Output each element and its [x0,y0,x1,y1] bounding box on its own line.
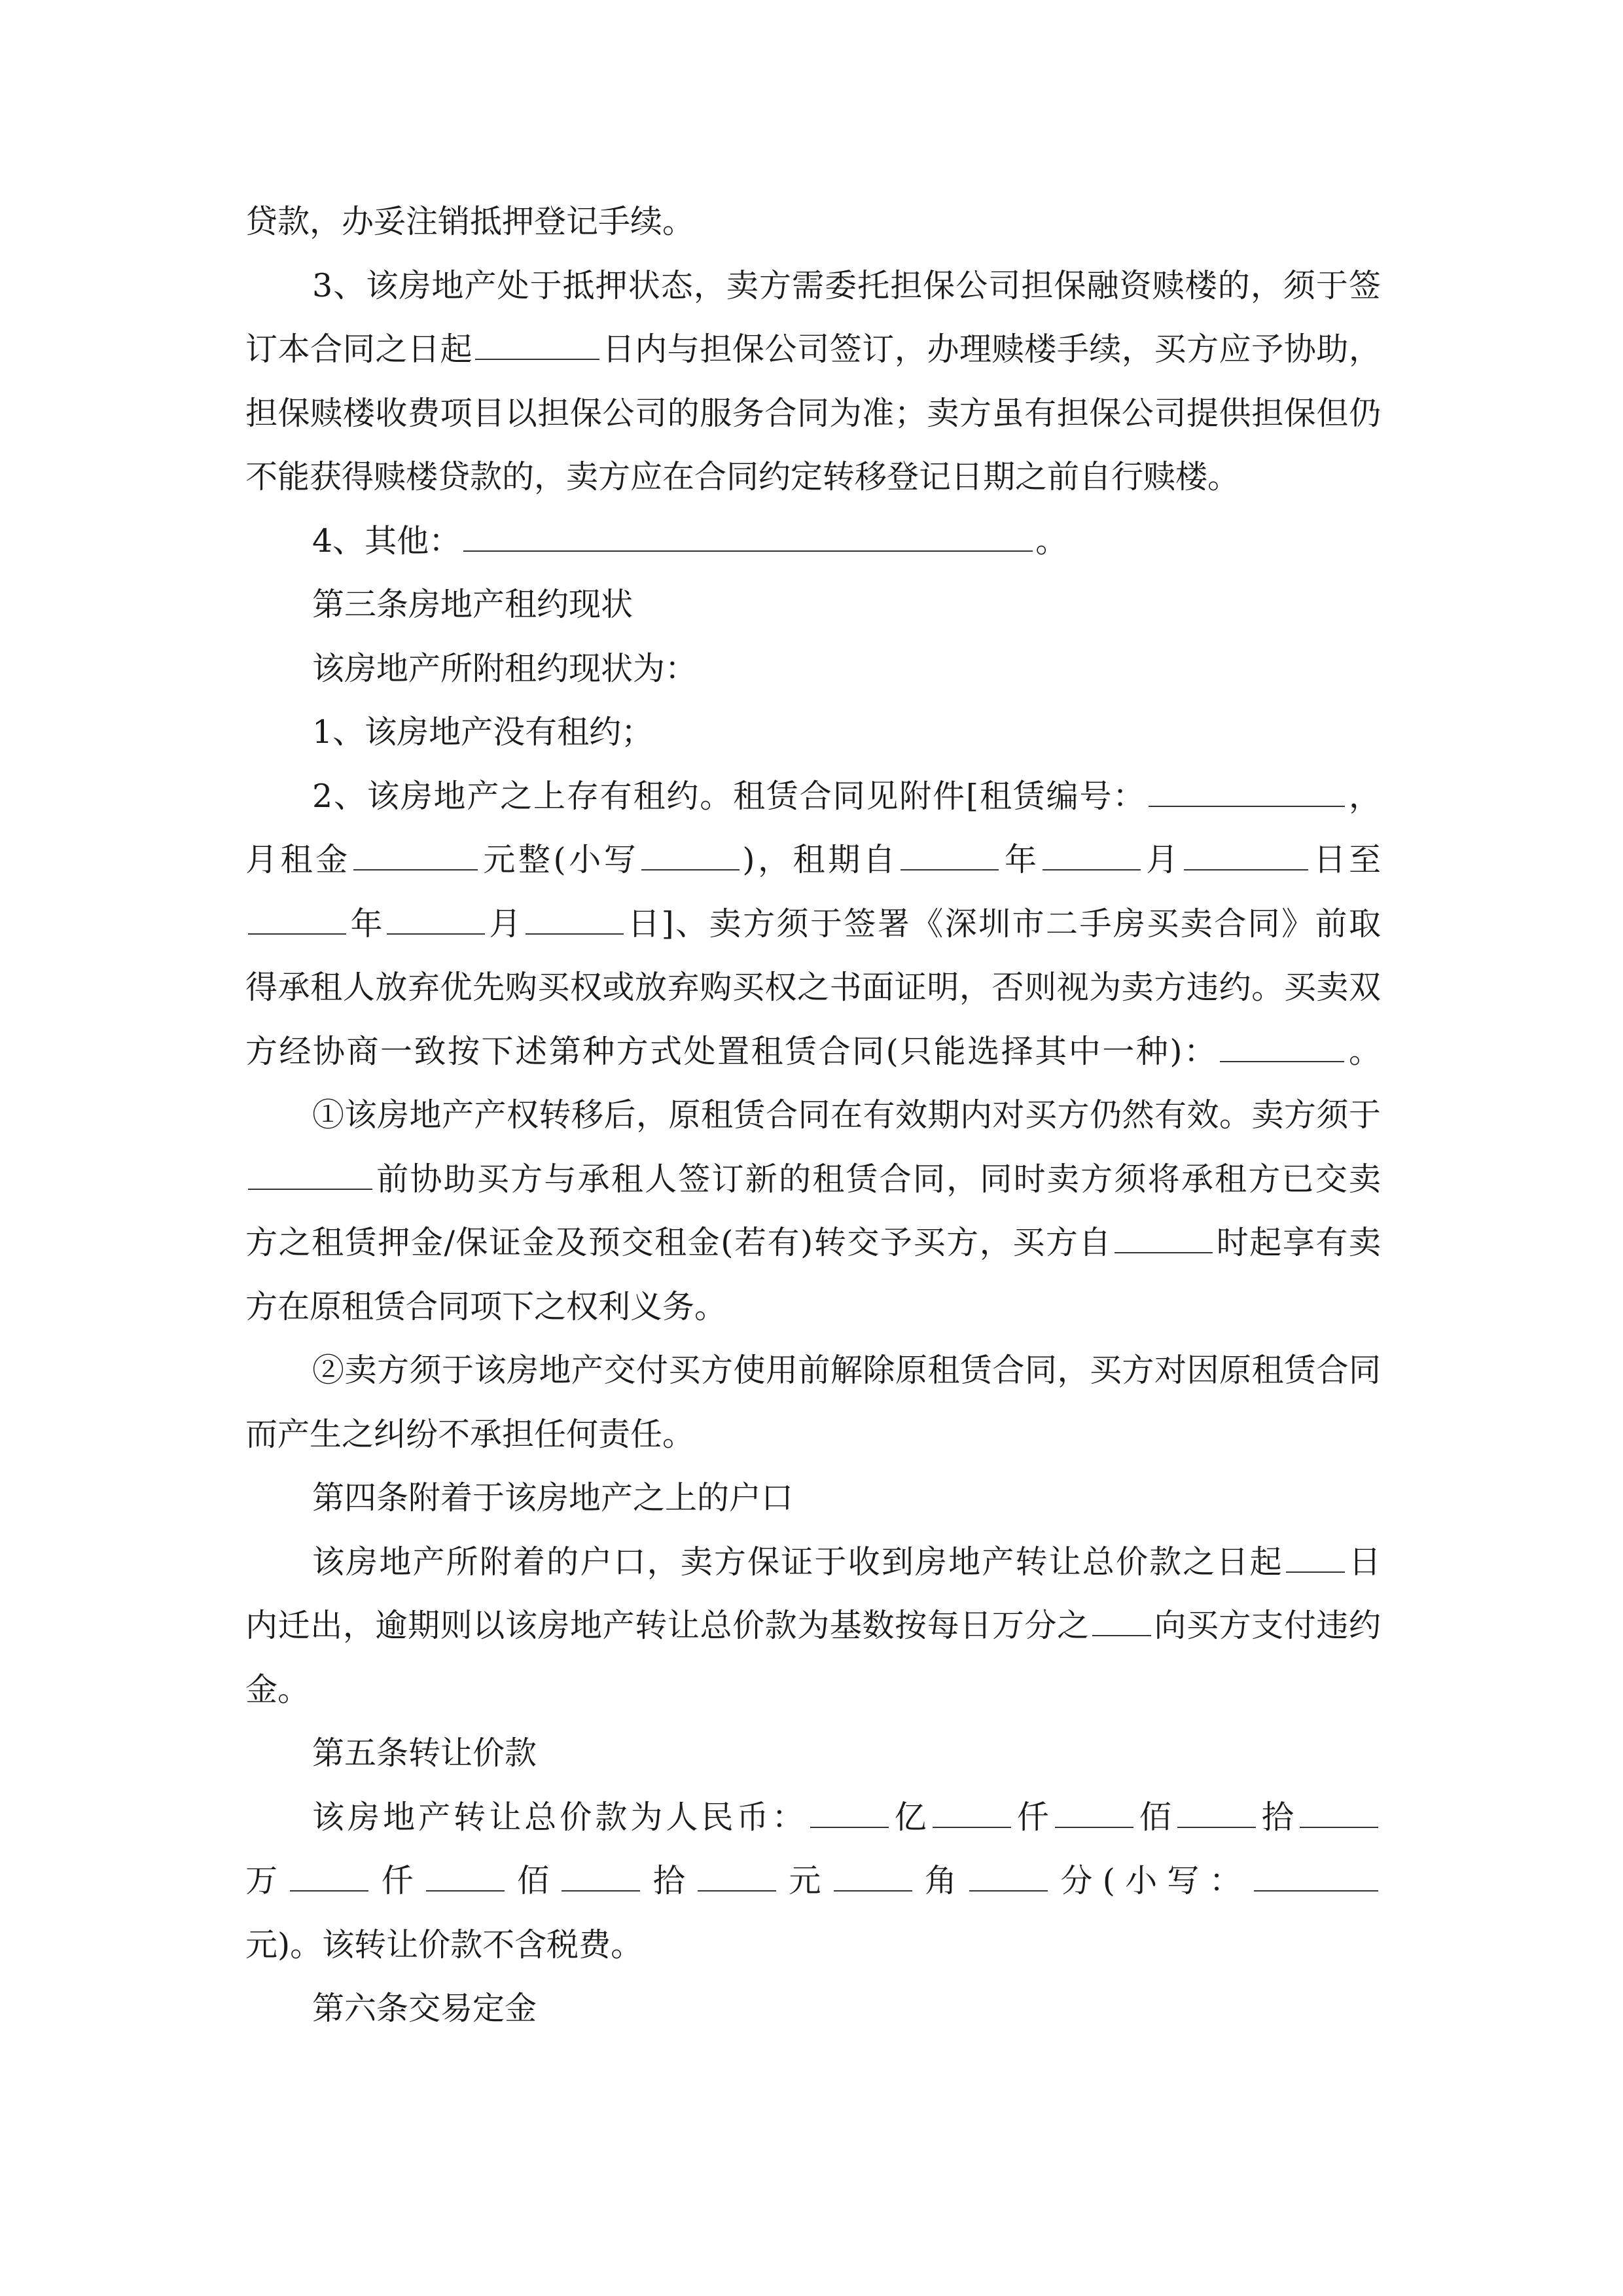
text-line: 1、该房地产没有租约； [312,713,654,751]
fill-blank [834,1890,912,1892]
text-line: 3、该房地产处于抵押状态，卖方需委托担保公司担保融资赎楼的，须于签 [312,266,1381,304]
text-line: 贷款，办妥注销抵押登记手续。 [245,203,695,240]
fill-blank [969,1890,1048,1892]
text-line: 不能获得赎楼贷款的，卖方应在合同约定转移登记日期之前自行赎楼。 [245,458,1240,495]
text-line: 得承租人放弃优先购买权或放弃购买权之书面证明，否则视为卖方违约。买卖双 [245,969,1381,1006]
text-line: 订本合同之日起 日内与担保公司签订，办理赎楼手续，买方应予协助， [245,331,1381,368]
fill-blank [1043,869,1141,870]
fill-blank [526,933,624,935]
fill-blank [1177,1826,1256,1828]
text-line: 该房地产转让总价款为人民币： 亿 仟 佰 拾 [245,1785,1381,1850]
fill-blank [1254,1890,1378,1892]
text-line: 该房地产所附着的户口，卖方保证于收到房地产转让总价款之日起 日 [312,1543,1381,1581]
fill-blank [248,933,346,935]
text-line: 元)。该转让价款不含税费。 [245,1926,643,1964]
fill-blank [1115,1251,1213,1253]
fill-blank [387,933,485,935]
fill-blank [1149,805,1345,807]
text-line: 前协助买方与承租人签订新的租赁合同，同时卖方须将承租方已交卖 [245,1147,1381,1211]
fill-blank [475,358,599,360]
text-line: ①该房地产产权转移后，原租赁合同在有效期内对买方仍然有效。卖方须于 [312,1096,1381,1134]
text-line: 内迁出，逾期则以该房地产转让总价款为基数按每日万分之 向买方支付违约 [245,1607,1381,1644]
section-heading: 第六条交易定金 [312,1990,537,2027]
fill-blank [1286,1571,1345,1573]
text-line: 方之租赁押金/保证金及预交租金(若有)转交予买方，买方自 时起享有卖 [245,1224,1381,1261]
section-heading: 第四条附着于该房地产之上的户口 [312,1479,794,1516]
fill-blank [1300,1826,1378,1828]
section-heading: 第五条转让价款 [312,1734,537,1772]
fill-blank [1220,1060,1344,1062]
text-line: 年 月 日]、卖方须于签署《深圳市二手房买卖合同》前取 [245,892,1381,956]
text-line: 万 仟 佰 拾 元 角 分(小写： [245,1849,1381,1913]
fill-blank [426,1890,505,1892]
text-line: 4、其他： 。 [312,522,1068,560]
text-line: 月租金 元整(小写 )，租期自 年 月 日至 [245,841,1381,878]
fill-blank [562,1890,640,1892]
text-line: ②卖方须于该房地产交付买方使用前解除原租赁合同，买方对因原租赁合同 [312,1352,1381,1389]
fill-blank [641,869,740,870]
document-page [245,190,1381,2041]
fill-blank [290,1890,368,1892]
text-line: 而产生之纠纷不承担任何责任。 [245,1415,695,1453]
text-line: 金。 [245,1670,310,1708]
fill-blank [1184,869,1308,870]
section-heading: 第三条房地产租约现状 [312,586,633,623]
text-line: 担保赎楼收费项目以担保公司的服务合同为准；卖方虽有担保公司提供担保但仍 [245,394,1381,432]
fill-blank [1055,1826,1133,1828]
fill-blank [1092,1634,1151,1636]
fill-blank [698,1890,776,1892]
text-line: 方经协商一致按下述第种方式处置租赁合同(只能选择其中一种)： 。 [245,1032,1381,1070]
fill-blank [810,1826,889,1828]
fill-blank [353,869,478,870]
text-line: 2、该房地产之上存有租约。租赁合同见附件[租赁编号： ， [312,777,1381,815]
fill-blank [248,1188,372,1190]
text-line: 方在原租赁合同项下之权利义务。 [245,1287,727,1325]
text-line: 该房地产所附租约现状为： [312,649,698,687]
fill-blank [901,869,999,870]
fill-blank [933,1826,1011,1828]
fill-blank [463,550,1033,552]
